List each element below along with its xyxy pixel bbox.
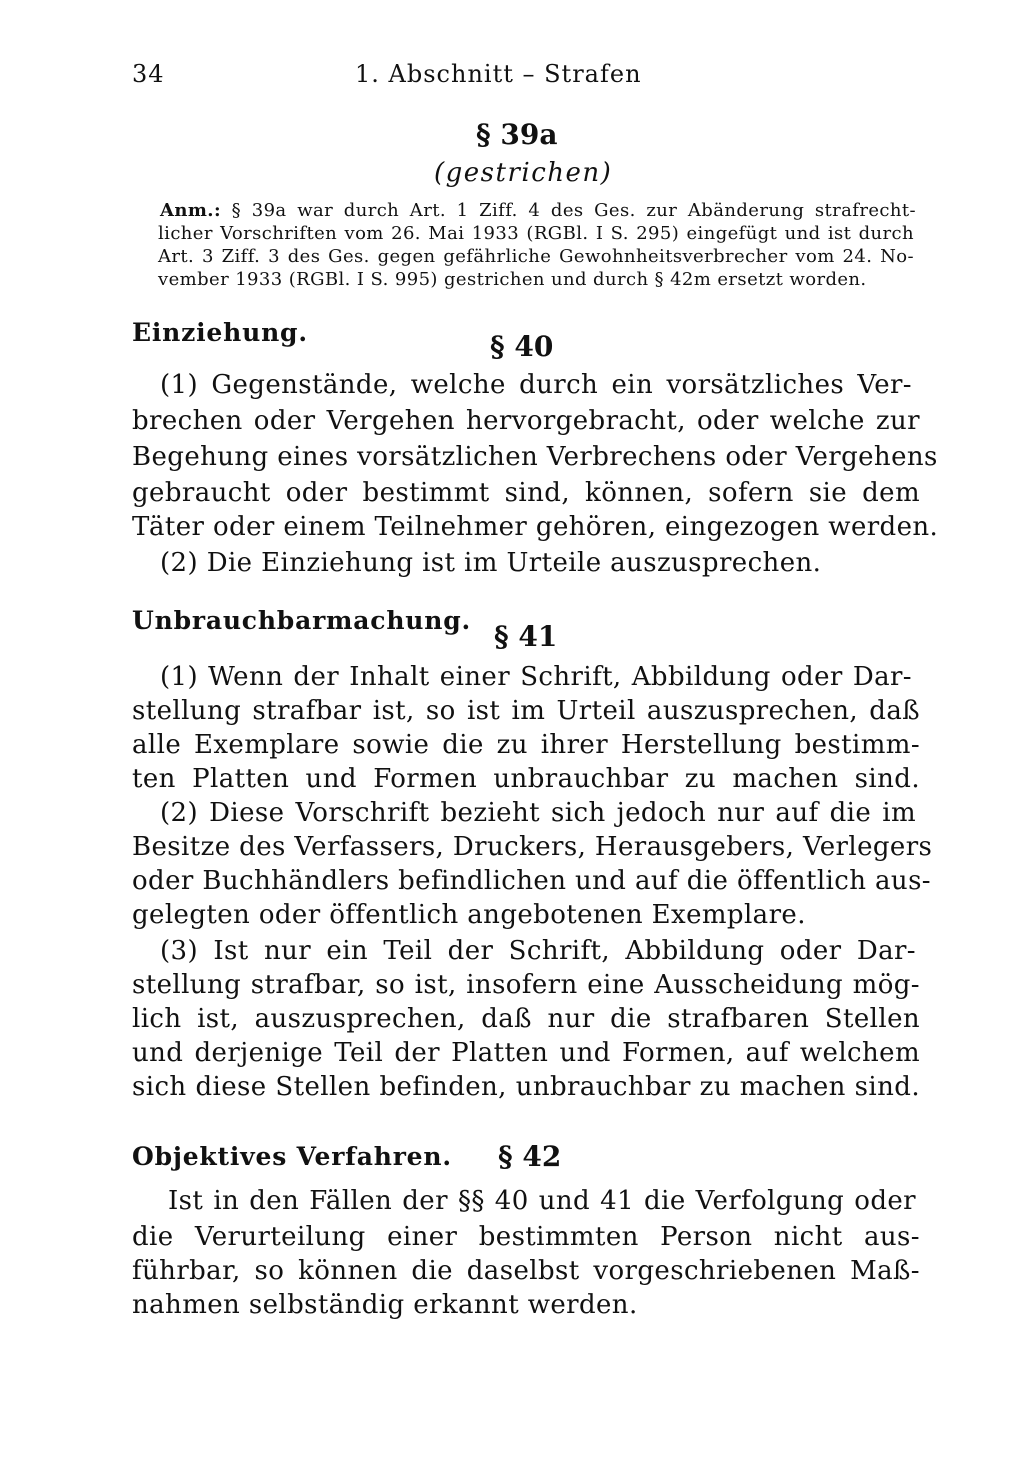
section-41-line: lich ist, auszusprechen, daß nur die strafbaren Stellen <box>132 1004 920 1034</box>
section-41-line: Besitze des Verfassers, Druckers, Herausgebers, Verlegers <box>132 832 933 862</box>
section-39a-note-line: vember 1933 (RGBl. I S. 995) gestrichen und durch § 42m ersetzt worden. <box>158 269 867 290</box>
section-41-heading: Unbrauchbarmachung. <box>132 606 472 635</box>
section-40-line: gebraucht oder bestimmt sind, können, sofern sie dem <box>132 478 920 508</box>
section-42-heading: Objektives Verfahren. <box>132 1142 452 1171</box>
section-40-heading: Einziehung. <box>132 318 308 347</box>
section-40-line: Begehung eines vorsätzlichen Verbrechens oder Vergehens <box>132 442 938 472</box>
section-39a-note-line: licher Vorschriften vom 26. Mai 1933 (RGBl. I S. 295) eingefügt und ist durch <box>158 223 914 244</box>
section-39a-number: § 39a <box>476 118 558 151</box>
section-41-line: und derjenige Teil der Platten und Formen, auf welchem <box>132 1038 920 1068</box>
section-42-line: Ist in den Fällen der §§ 40 und 41 die Verfolgung oder <box>168 1186 916 1216</box>
section-40-line: (1) Gegenstände, welche durch ein vorsätzliches Ver- <box>160 370 912 400</box>
note-text: § 39a war durch Art. 1 Ziff. 4 des Ges. zur Abänderung strafrecht- <box>231 200 916 221</box>
section-41-line: (2) Diese Vorschrift bezieht sich jedoch nur auf die im <box>160 798 916 828</box>
section-42-number: § 42 <box>498 1140 562 1173</box>
section-40-number: § 40 <box>490 330 554 363</box>
section-39a-note-line: Art. 3 Ziff. 3 des Ges. gegen gefährliche Gewohnheitsverbrecher vom 24. No- <box>158 246 914 267</box>
section-41-line: sich diese Stellen befinden, unbrauchbar zu machen sind. <box>132 1072 920 1102</box>
section-41-number: § 41 <box>494 620 558 653</box>
section-41-line: stellung strafbar ist, so ist im Urteil auszusprechen, daß <box>132 696 920 726</box>
section-41-line: oder Buchhändlers befindlichen und auf die öffentlich aus- <box>132 866 931 896</box>
section-42-line: die Verurteilung einer bestimmten Person nicht aus- <box>132 1222 920 1252</box>
section-41-line: ten Platten und Formen unbrauchbar zu machen sind. <box>132 764 920 794</box>
section-41-line: (1) Wenn der Inhalt einer Schrift, Abbildung oder Dar- <box>160 662 912 692</box>
section-41-line: alle Exemplare sowie die zu ihrer Herstellung bestimm- <box>132 730 920 760</box>
section-41-line: gelegten oder öffentlich angebotenen Exemplare. <box>132 900 806 930</box>
section-42-line: nahmen selbständig erkannt werden. <box>132 1290 638 1320</box>
running-title: 1. Abschnitt – Strafen <box>355 60 642 88</box>
section-41-line: (3) Ist nur ein Teil der Schrift, Abbildung oder Dar- <box>160 936 916 966</box>
section-40-line: Täter oder einem Teilnehmer gehören, eingezogen werden. <box>132 512 939 542</box>
section-40-line: brechen oder Vergehen hervorgebracht, oder welche zur <box>132 406 920 436</box>
section-39a-note-line <box>160 200 916 222</box>
section-42-line: führbar, so können die daselbst vorgeschriebenen Maß- <box>132 1256 920 1286</box>
section-41-line: stellung strafbar, so ist, insofern eine Ausscheidung mög- <box>132 970 920 1000</box>
page-number: 34 <box>132 60 165 88</box>
note-label: Anm.: <box>160 200 222 221</box>
section-39a-status: (gestrichen) <box>434 158 613 188</box>
section-40-line: (2) Die Einziehung ist im Urteile auszusprechen. <box>160 548 822 578</box>
